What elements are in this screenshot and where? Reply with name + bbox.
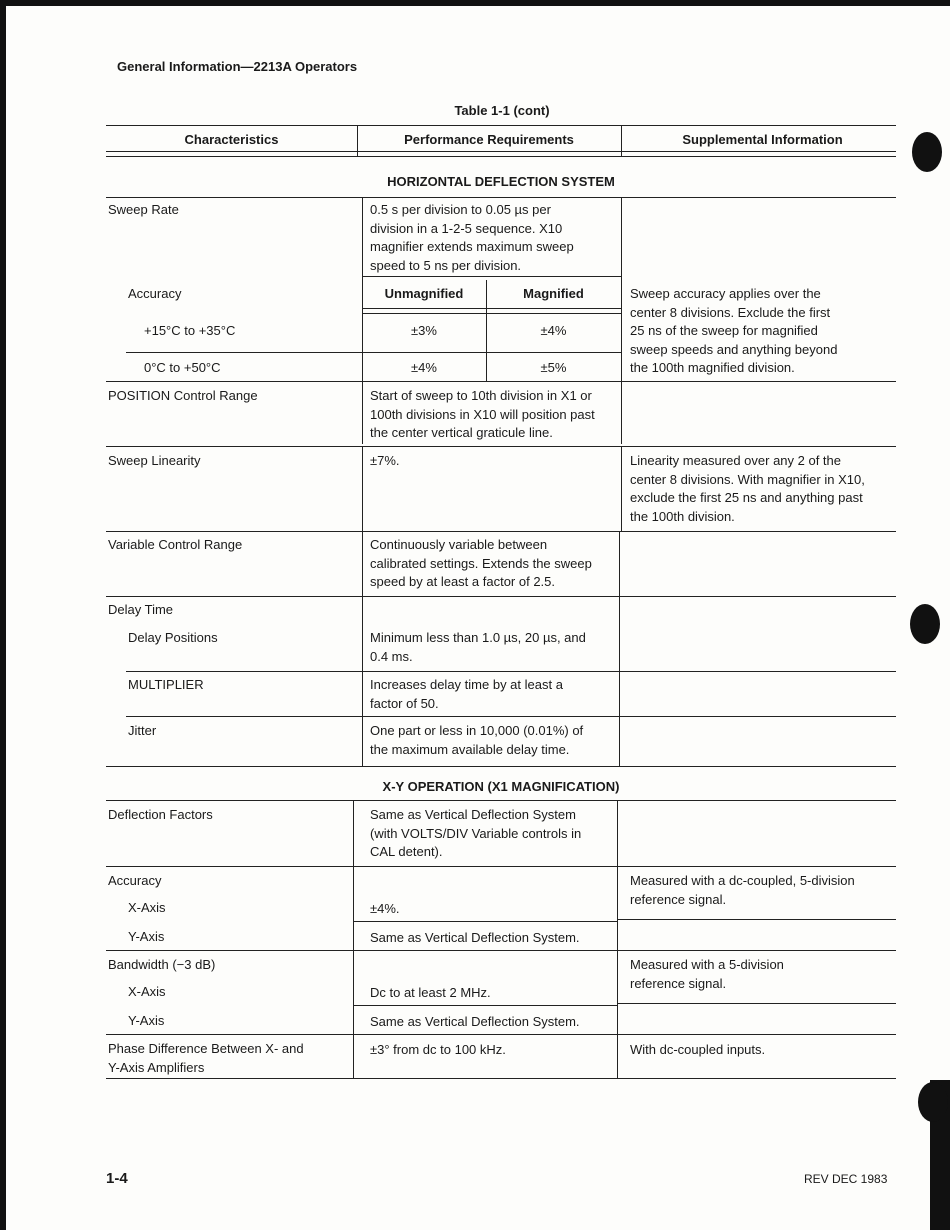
perf-sweep-linearity: ±7%. [370,453,400,468]
subheader-unmagnified: Unmagnified [384,286,464,301]
column-header-supplemental: Supplemental Information [682,132,843,147]
char-variable-control: Variable Control Range [108,537,243,552]
supp-accuracy: Sweep accuracy applies over the center 8 divisions. Exclude the first 25 ns of the sweep for magnified sweep speeds and anything beyond the 100th magnified division. [630,286,838,375]
scan-edge-left [0,0,6,1230]
char-sweep-linearity: Sweep Linearity [108,453,201,468]
char-bandwidth-yaxis: Y-Axis [128,1013,165,1028]
accuracy-range-2-unmag: ±4% [411,360,437,375]
column-header-characteristics: Characteristics [184,132,279,147]
accuracy-range-2: 0°C to +50°C [144,360,221,375]
binder-hole [918,1082,948,1122]
accuracy-range-1: +15°C to +35°C [144,323,236,338]
supp-xy-accuracy: Measured with a dc-coupled, 5-division reference signal. [630,873,855,907]
accuracy-range-1-unmag: ±3% [411,323,437,338]
perf-position-control: Start of sweep to 10th division in X1 or 100th divisions in X10 will position past the center vertical graticule line. [370,388,595,440]
char-jitter: Jitter [128,723,157,738]
char-xy-accuracy: Accuracy [108,873,162,888]
char-accuracy: Accuracy [128,286,182,301]
perf-phase-difference: ±3° from dc to 100 kHz. [370,1042,506,1057]
binder-hole [912,132,942,172]
perf-variable-control: Continuously variable between calibrated settings. Extends the sweep speed by at least a factor of 2.5. [370,537,592,589]
perf-bandwidth-yaxis: Same as Vertical Deflection System. [370,1014,580,1029]
binder-hole [910,604,940,644]
column-header-performance: Performance Requirements [404,132,574,147]
subheader-magnified: Magnified [523,286,584,301]
perf-bandwidth-xaxis: Dc to at least 2 MHz. [370,985,491,1000]
section-title-horizontal: HORIZONTAL DEFLECTION SYSTEM [387,174,615,189]
perf-multiplier: Increases delay time by at least a factor of 50. [370,677,563,711]
char-phase-difference: Phase Difference Between X- and Y-Axis Amplifiers [108,1041,304,1075]
table-caption: Table 1-1 (cont) [454,103,550,118]
perf-xy-accuracy-xaxis: ±4%. [370,901,400,916]
perf-sweep-rate: 0.5 s per division to 0.05 µs per division in a 1-2-5 sequence. X10 magnifier extends maximum sweep speed to 5 ns per division. [370,202,574,273]
char-bandwidth-xaxis: X-Axis [128,984,166,999]
scan-edge-top [0,0,950,6]
perf-jitter: One part or less in 10,000 (0.01%) of the maximum available delay time. [370,723,584,757]
char-bandwidth: Bandwidth (−3 dB) [108,957,216,972]
char-position-control: POSITION Control Range [108,388,258,403]
page-number: 1-4 [106,1170,128,1187]
revision-date: REV DEC 1983 [804,1172,888,1186]
accuracy-range-1-mag: ±4% [540,323,567,338]
supp-phase-difference: With dc-coupled inputs. [630,1042,766,1057]
char-deflection-factors: Deflection Factors [108,807,213,822]
page-header: General Information—2213A Operators [117,59,358,74]
char-xy-accuracy-yaxis: Y-Axis [128,929,165,944]
char-sweep-rate: Sweep Rate [108,202,179,217]
supp-bandwidth: Measured with a 5-division reference signal. [630,957,784,991]
supp-sweep-linearity: Linearity measured over any 2 of the center 8 divisions. With magnifier in X10, exclude the first 25 ns and anything past the 100th division. [630,453,865,524]
char-delay-time: Delay Time [108,602,174,617]
perf-delay-positions: Minimum less than 1.0 µs, 20 µs, and 0.4 ms. [370,630,586,664]
perf-xy-accuracy-yaxis: Same as Vertical Deflection System. [370,930,580,945]
char-xy-accuracy-xaxis: X-Axis [128,900,166,915]
section-title-xy: X-Y OPERATION (X1 MAGNIFICATION) [382,779,620,794]
accuracy-range-2-mag: ±5% [540,360,567,375]
perf-deflection-factors: Same as Vertical Deflection System (with VOLTS/DIV Variable controls in CAL detent). [370,807,582,859]
char-multiplier: MULTIPLIER [128,677,204,692]
char-delay-positions: Delay Positions [128,630,218,645]
